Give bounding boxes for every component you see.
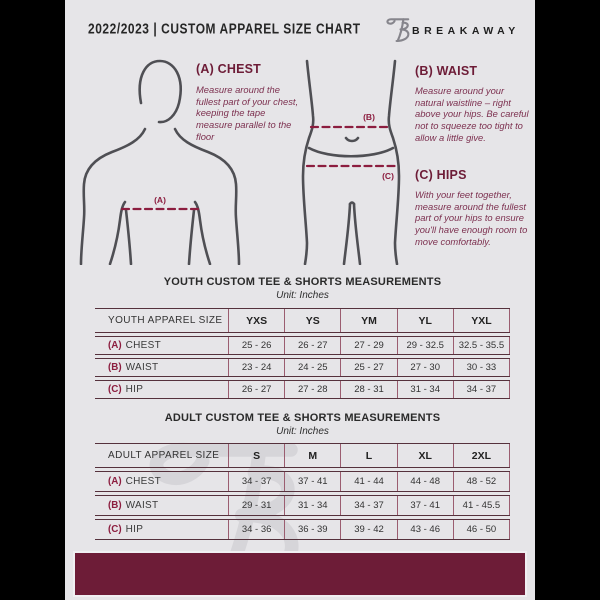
size-col-header: YS [284,309,340,332]
table-row-hip [95,519,510,540]
cell-value: 29 - 32.5 [397,337,453,354]
size-col-header: XL [397,444,453,467]
youth-table-unit: Unit: Inches [276,290,329,301]
cell-value: 37 - 41 [284,472,340,491]
youth-table-title: YOUTH CUSTOM TEE & SHORTS MEASUREMENTS [163,276,442,288]
row-key: (B) [108,362,122,373]
cell-value: 48 - 52 [453,472,510,491]
size-label-header: YOUTH APPAREL SIZE [108,315,223,326]
cell-value: 23 - 24 [228,359,284,376]
hips-line-label: (C) [382,171,394,181]
cell-value: 41 - 44 [340,472,396,491]
table-row-waist [95,495,510,516]
table-row-waist [95,358,510,377]
size-col-header: YL [397,309,453,332]
chest-section-text: Measure around the fullest part of your chest, keeping the tape measure parallel to the floor [196,84,299,142]
cell-value: 34 - 37 [228,472,284,491]
row-key: (A) [108,340,122,351]
size-col-header: YXS [228,309,284,332]
cell-value: 36 - 39 [284,520,340,539]
table-row-chest [95,471,510,492]
cell-value: 34 - 37 [340,496,396,515]
cell-value: 43 - 46 [397,520,453,539]
cell-value: 29 - 31 [228,496,284,515]
youth-size-table [95,308,510,402]
lower-body-diagram [295,58,407,265]
hips-section-heading: (C) HIPS [415,168,467,182]
row-name: HIP [125,384,144,395]
chest-section-heading: (A) CHEST [196,62,261,76]
cell-value: 28 - 31 [340,381,396,398]
footer-accent-bar [73,551,527,597]
document-title: 2022/2023 | CUSTOM APPAREL SIZE CHART [88,20,361,37]
row-name: CHEST [125,476,162,487]
cell-value: 31 - 34 [284,496,340,515]
row-label [95,496,228,515]
lower-body-outline [303,61,399,264]
size-col-header: L [340,444,396,467]
hips-section-text: With your feet together, measure around the fullest part of your hips to ensure you'll have enough room to move comfortably. [415,189,528,247]
chest-line-label: (A) [154,195,166,205]
cell-value: 37 - 41 [397,496,453,515]
cell-value: 26 - 27 [284,337,340,354]
cell-value: 39 - 42 [340,520,396,539]
cell-value: 27 - 29 [340,337,396,354]
cell-value: 25 - 27 [340,359,396,376]
cell-value: 31 - 34 [397,381,453,398]
row-name: WAIST [125,362,159,373]
table-row-hip [95,380,510,399]
cell-value: 34 - 37 [453,381,510,398]
size-col-header: 2XL [453,444,510,467]
cell-value: 41 - 45.5 [453,496,510,515]
row-label [95,520,228,539]
row-key: (B) [108,500,122,511]
cell-value: 25 - 26 [228,337,284,354]
row-label [95,381,228,398]
size-col-header: YM [340,309,396,332]
row-key: (A) [108,476,122,487]
table-header-row [95,308,510,333]
brand-name: BREAKAWAY [412,25,520,37]
cell-value: 44 - 48 [397,472,453,491]
row-name: HIP [125,524,144,535]
row-key: (C) [108,524,122,535]
breakaway-b-logo-icon [378,14,412,44]
cell-value: 26 - 27 [228,381,284,398]
cell-value: 32.5 - 35.5 [453,337,510,354]
size-chart-document [65,0,535,600]
row-label [95,359,228,376]
waist-line-label: (B) [363,112,375,122]
row-key: (C) [108,384,122,395]
adult-table-title: ADULT CUSTOM TEE & SHORTS MEASUREMENTS [164,412,441,424]
cell-value: 24 - 25 [284,359,340,376]
table-header-row [95,443,510,468]
row-name: CHEST [125,340,162,351]
adult-size-table [95,443,510,543]
waist-section-text: Measure around your natural waistline – right above your hips. Be careful not to squeeze too tight to allow a little give. [415,85,529,143]
cell-value: 30 - 33 [453,359,510,376]
row-name: WAIST [125,500,159,511]
size-label-header: ADULT APPAREL SIZE [108,450,220,461]
size-col-header: S [228,444,284,467]
adult-table-unit: Unit: Inches [276,426,329,437]
row-label [95,472,228,491]
table-row-chest [95,336,510,355]
waist-section-heading: (B) WAIST [415,64,478,78]
cell-value: 34 - 36 [228,520,284,539]
cell-value: 46 - 50 [453,520,510,539]
size-col-header: M [284,444,340,467]
cell-value: 27 - 30 [397,359,453,376]
row-label [95,337,228,354]
size-col-header: YXL [453,309,510,332]
cell-value: 27 - 28 [284,381,340,398]
